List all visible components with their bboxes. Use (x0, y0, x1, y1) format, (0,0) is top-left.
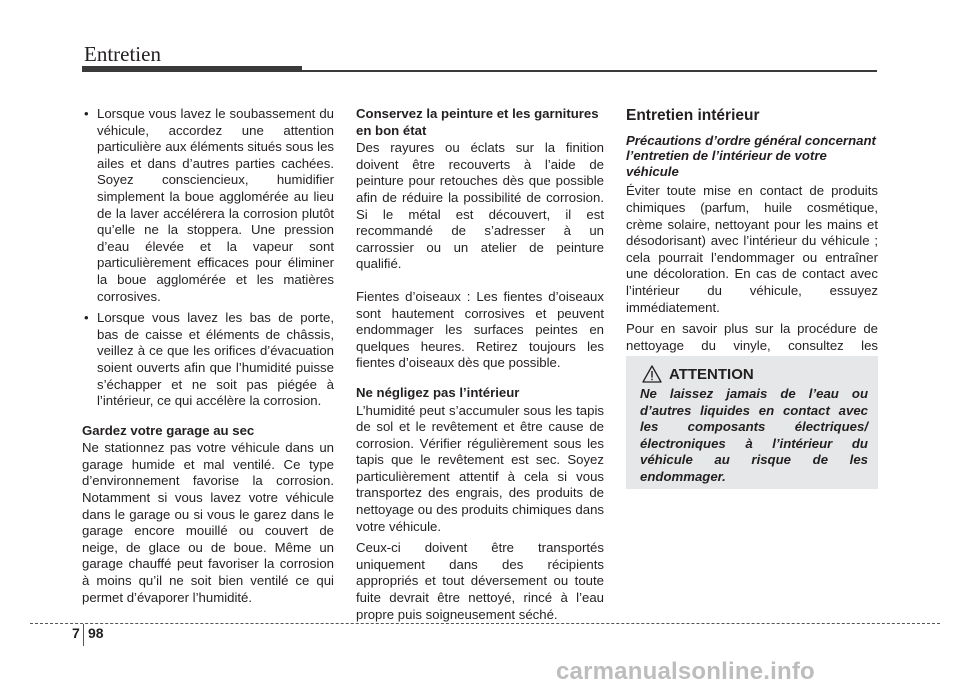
birds-paragraph: Fientes d’oiseaux : Les fientes d’oiseaux sont hautement corrosives et peuvent endommager les surfaces peintes en quelques heures. Retirez toujours les fientes d’oiseaux dès que possible. (356, 288, 604, 371)
attention-text: Ne laissez jamais de l’eau ou d’autres liquides en contact avec les composants électriques/électroniques à l’intérieur du véhicule au risque de les endommager. (640, 386, 868, 484)
section-heading: Entretien intérieur (626, 107, 760, 124)
interior-heading: Ne négligez pas l’intérieur (356, 384, 520, 400)
warning-triangle-icon (642, 365, 662, 383)
transport-paragraph: Ceux-ci doivent être transportés uniquement dans des récipients appropriés et tout déversement ou toute fuite devrait être nettoyé, rincé à l’eau propre puis soigneusement séché. (356, 540, 604, 622)
garage-paragraph: Ne stationnez pas votre véhicule dans un garage humide et mal ventilé. Ce type d’environnement favorise la corrosion. Notamment si vous lavez votre véhicule dans le garage ou si vous le garez dans le garage encore mouillé ou couvert de neige, de glace ou de boue. Même un garage chauffé peut favoriser la corrosion à moins qu’il ne soit bien ventilé ce qui permet d’évaporer l’humidité. (82, 440, 334, 605)
chapter-number: 7 (72, 625, 80, 641)
column-left (82, 106, 334, 611)
header-rule-thick (82, 66, 302, 72)
paint-paragraph: Des rayures ou éclats sur la finition doivent être recouverts à l’aide de peinture pour retouches dès que possible afin de réduire la possibilité de corrosion. Si le métal est découvert, il est recommandé de s’adresser à un carrossier ou un atelier de peinture qualifié. (356, 140, 604, 272)
header-rule-thin (302, 70, 877, 72)
column-right (626, 106, 878, 376)
chapter-title: Entretien (84, 42, 161, 66)
column-middle (356, 106, 604, 628)
attention-title: ATTENTION (669, 365, 754, 383)
attention-header (642, 365, 868, 383)
footer-dashed-rule (30, 623, 940, 624)
list-item: • Lorsque vous lavez le soubassement du véhicule, accordez une attention particulière aux éléments situés sous les ailes et dans d’autres parties cachées. Soyez consciencieux, humidifier simplement la boue agglomérée au lieu de la laver accélérera la corrosion plutôt qu’elle ne la stoppera. Une pression d’eau élevée et la vapeur sont particulièrement efficaces pour éliminer la boue agglomérée et les matières corrosives. (82, 106, 334, 305)
attention-box (626, 356, 878, 489)
interior-paragraph: L’humidité peut s’accumuler sous les tapis de sol et le revêtement et être cause de corrosion. Vérifier régulièrement sous les tapis que le revêtement est sec. Soyez particulièrement attentif à cela si vous transportez des engrais, des produits de nettoyage ou des produits chimiques dans votre véhicule. (356, 402, 604, 534)
page-number: 98 (88, 625, 104, 641)
watermark: carmanualsonline.info (556, 658, 815, 685)
paint-heading: Conservez la peinture et les garnitures en bon état (356, 106, 599, 138)
vinyl-paragraph: Pour en savoir plus sur la procédure de nettoyage du vinyle, consultez les (626, 321, 878, 353)
bullet-list (82, 106, 334, 410)
garage-heading: Gardez votre garage au sec (82, 422, 255, 438)
page-number-divider (83, 624, 84, 646)
chemicals-paragraph: Éviter toute mise en contact de produits chimiques (parfum, huile cosmétique, crème solaire, nettoyant pour les mains et désodorisant) avec l’intérieur du véhicule ; cela pourrait l’endommager ou entraîner une décoloration. En cas de contact avec l’intérieur du véhicule, essuyez immédiatement. (626, 183, 878, 315)
precautions-heading: Précautions d’ordre général concernant l’entretien de l’intérieur de votre véhicule (626, 132, 876, 179)
list-item: • Lorsque vous lavez les bas de porte, bas de caisse et éléments de châssis, veillez à ce que les orifices d’évacuation soient ouverts afin que l’humidité puisse s’échapper et ne soit pas piégée à l’intérieur, ce qui accélère la corrosion. (82, 310, 334, 410)
